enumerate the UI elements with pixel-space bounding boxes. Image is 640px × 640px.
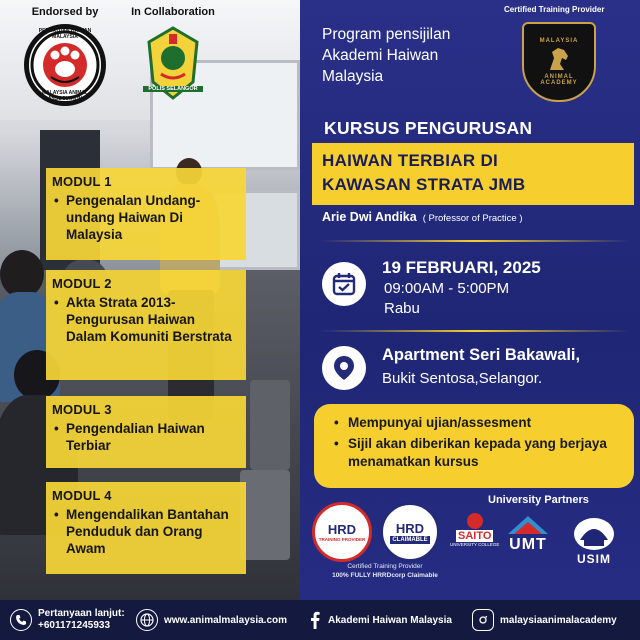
- globe-icon: [136, 609, 158, 631]
- footer: [0, 600, 640, 640]
- module-description: Pengendalian Haiwan Terbiar: [66, 421, 205, 453]
- hrd-training-provider-badge: [312, 502, 372, 562]
- facebook-icon: [308, 609, 322, 631]
- venue-area: Bukit Sentosa,Selangor.: [382, 370, 543, 387]
- university-partners-label: University Partners: [488, 494, 589, 506]
- program-line-2: Akademi Haiwan: [322, 47, 439, 64]
- module-card-4: MODUL 4 • Mengendalikan Bantahan Penduduk dan Orang Awam: [46, 482, 246, 574]
- footer-instagram[interactable]: [472, 609, 617, 631]
- endorser-block: [10, 6, 120, 106]
- divider: [320, 240, 630, 242]
- saito-logo: [450, 512, 499, 547]
- hrd-badge-subtitle: CLAIMABLE: [392, 536, 428, 543]
- certified-training-provider-label: Certified Training Provider: [504, 5, 605, 14]
- benefit-item: • Sijil akan diberikan kepada yang berjaya menamatkan kursus: [334, 435, 622, 471]
- course-heading: KURSUS PENGURUSAN: [324, 118, 533, 138]
- endorsed-by-label: Endorsed by: [31, 6, 99, 18]
- module-card-1: MODUL 1 • Pengenalan Undang-undang Haiwan Di Malaysia: [46, 168, 246, 260]
- website-link[interactable]: www.animalmalaysia.com: [164, 614, 288, 626]
- benefit-item: • Mempunyai ujian/assesment: [334, 415, 532, 430]
- usim-name: USIM: [577, 552, 611, 566]
- instagram-link[interactable]: malaysiaanimalacademy: [500, 614, 617, 626]
- photo-panel: [0, 0, 300, 600]
- hrd-caption: [310, 562, 460, 580]
- umt-name: UMT: [509, 536, 547, 553]
- umt-logo: [506, 514, 550, 554]
- endorser-logo-text-bottom: MALAYSIA ANIMAL ASSOCIATION: [41, 90, 89, 102]
- malaysia-animal-association-logo: [24, 24, 106, 106]
- event-day: Rabu: [384, 300, 420, 317]
- collaborator-block: [118, 6, 228, 102]
- endorser-logo-text-top: PERSATUAN HAIWAN MALAYSIA: [38, 28, 92, 40]
- hrd-badge-title: HRD: [327, 522, 357, 537]
- module-card-2: MODUL 2 • Akta Strata 2013-Pengurusan Haiwan Dalam Komuniti Berstrata: [46, 270, 246, 380]
- course-title-line-1: HAIWAN TERBIAR DI: [322, 151, 499, 170]
- instructor: [322, 210, 522, 224]
- academy-logo-text-top: MALAYSIA: [539, 38, 579, 44]
- police-crest-logo: [143, 24, 203, 102]
- program-label: [322, 24, 450, 87]
- academy-logo-text-mid: ANIMAL: [544, 74, 574, 80]
- collaborator-logo-text: POLIS SELANGOR: [143, 86, 203, 92]
- venue-name: Apartment Seri Bakawali,: [382, 346, 581, 364]
- horse-icon: [544, 44, 574, 74]
- umt-wave-icon: [506, 514, 550, 536]
- footer-phone[interactable]: [10, 608, 125, 632]
- instructor-role: ( Professor of Practice ): [422, 213, 523, 224]
- saito-sun-icon: [466, 512, 484, 530]
- usim-emblem-icon: [572, 516, 616, 552]
- module-description: Akta Strata 2013-Pengurusan Haiwan Dalam Komuniti Berstrata: [66, 295, 232, 344]
- hrd-caption-line-1: Certified Training Provider: [347, 563, 423, 570]
- hrd-badge-subtitle: TRAINING PROVIDER: [318, 537, 366, 542]
- benefit-text: Sijil akan diberikan kepada yang berjaya menamatkan kursus: [348, 436, 607, 469]
- module-title: MODUL 2: [52, 276, 112, 291]
- academy-logo-text-bottom: ACADEMY: [540, 80, 578, 86]
- hrd-claimable-badge: [380, 502, 440, 562]
- hrd-badge-title: HRD: [395, 520, 425, 536]
- instagram-icon: [472, 609, 494, 631]
- module-card-3: MODUL 3 • Pengendalian Haiwan Terbiar: [46, 396, 246, 468]
- usim-logo: [572, 516, 616, 566]
- location-badge: [322, 346, 366, 390]
- module-title: MODUL 1: [52, 174, 112, 189]
- in-collaboration-label: In Collaboration: [131, 6, 215, 18]
- divider: [320, 330, 630, 332]
- event-time: 09:00AM - 5:00PM: [384, 280, 510, 297]
- course-title-line-2: KAWASAN STRATA JMB: [322, 175, 526, 194]
- saito-name: SAITO: [458, 530, 492, 542]
- instructor-name: Arie Dwi Andika: [322, 210, 417, 224]
- calendar-icon: [331, 271, 357, 297]
- course-info-panel: [300, 0, 640, 600]
- module-title: MODUL 4: [52, 488, 112, 503]
- module-description: Mengendalikan Bantahan Penduduk dan Orang Awam: [66, 507, 229, 556]
- malaysia-animal-academy-logo: [522, 22, 596, 102]
- module-description: Pengenalan Undang-undang Haiwan Di Malaysia: [66, 193, 201, 242]
- location-pin-icon: [331, 354, 357, 382]
- saito-subtitle: UNIVERSITY COLLEGE: [450, 542, 500, 547]
- phone-icon: [10, 609, 32, 631]
- benefits-box: [314, 404, 634, 488]
- program-line-1: Program pensijilan: [322, 26, 451, 43]
- course-title: [312, 143, 634, 205]
- calendar-badge: [322, 262, 366, 306]
- module-title: MODUL 3: [52, 402, 112, 417]
- benefit-text: Mempunyai ujian/assesment: [348, 415, 532, 430]
- program-line-3: Malaysia: [322, 68, 384, 85]
- phone-label: Pertanyaan lanjut:: [38, 608, 125, 619]
- hrd-caption-line-2: 100% FULLY HRRDcorp Claimable: [332, 572, 438, 579]
- facebook-link[interactable]: Akademi Haiwan Malaysia: [328, 614, 452, 626]
- phone-number[interactable]: +601171245933: [38, 620, 111, 631]
- footer-website[interactable]: [136, 609, 287, 631]
- event-date: 19 FEBRUARI, 2025: [382, 258, 541, 277]
- footer-facebook[interactable]: [308, 609, 452, 631]
